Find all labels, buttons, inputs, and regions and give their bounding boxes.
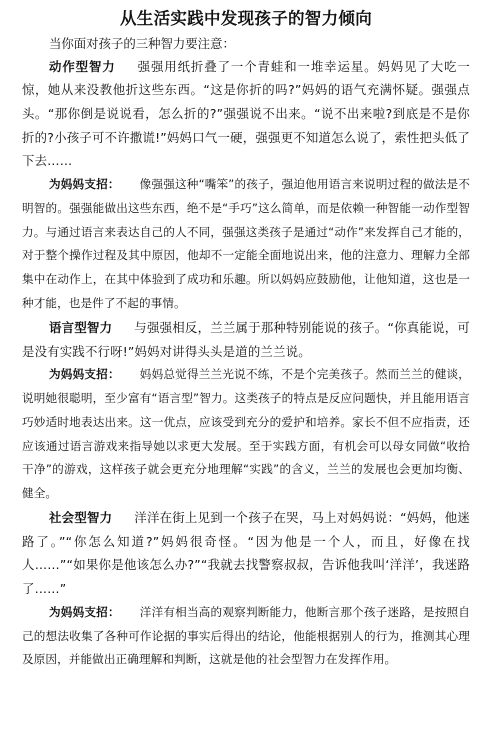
tip-body-language: 妈妈总觉得兰兰光说不练，不是个完美孩子。然而兰兰的健谈，说明她很聪明，至少富有“语言型”智力。这类孩子的特点是反应问题快，并且能用语言巧妙适时地表达出来。这一优点，应该受到充分的爱护和培养。家长不但不应指责，还应该通过语言游戏来指导她以求更大发展。至于实践方面，有机会可以母女同做“收拾干净”的游戏，这样孩子就会更充分地理解“实践”的含义，兰兰的发展也会更加均衡、健全。 <box>22 367 470 501</box>
section-body-social: 洋洋在街上见到一个孩子在哭，马上对妈妈说：“妈妈，他迷路了。”“你怎么知道?”妈妈很奇怪。“因为他是一个人，而且，好像在找人……”“如果你是他该怎么办?”“我就去找警察叔叔，告诉他我叫‘洋洋’，我迷路了……” <box>22 509 471 597</box>
section-heading-social: 社会型智力 <box>49 509 113 525</box>
tip-language-intelligence <box>22 363 470 506</box>
tip-body-action: 像强强这种“嘴笨”的孩子，强迫他用语言来说明过程的做法是不明智的。强强能做出这些东西，绝不是“手巧”这么简单，而是依赖一种智能一动作型智力。与通过语言来表达自己的人不同，强强这类孩子是通过“动作”来发挥自己才能的，对于整个操作过程及其中原因，他却不一定能全面地说出来，他的注意力、理解力全部集中在动作上，在其中体验到了成功和乐趣。所以妈妈应鼓励他，让他知道，这也是一种才能，也是件了不起的事情。 <box>22 177 470 310</box>
section-body-language: 与强强相反，兰兰属于那种特别能说的孩子。“你真能说，可是没有实践不行呀!”妈妈对讲得头头是道的兰兰说。 <box>22 319 471 359</box>
section-language-intelligence <box>22 316 470 363</box>
tip-action-intelligence <box>22 173 470 316</box>
tip-body-social: 洋洋有相当高的观察判断能力，他断言那个孩子迷路，是按照自己的想法收集了各种可作论据的事实后得出的结论，他能根据别人的行为，推测其心理及原因，并能做出正确理解和判断，这就是他的社会型智力在发挥作用。 <box>22 604 470 667</box>
section-heading-language: 语言型智力 <box>49 319 113 335</box>
page-title: 从生活实践中发现孩子的智力倾向 <box>120 9 372 28</box>
section-body-action: 强强用纸折叠了一个青蛙和一堆幸运星。妈妈见了大吃一惊，她从来没教他折这些东西。“这是你折的吗?”妈妈的语气充满怀疑。强强点头。“那你倒是说说看，怎么折的?”强强说不出来。“说不出来啦?到底是不是你折的?小孩子可不许撒谎!”妈妈口气一硬，强强更不知道怎么说了，索性把头低了下去…… <box>22 58 471 169</box>
section-social-intelligence <box>22 506 470 601</box>
tip-social-intelligence <box>22 601 470 672</box>
tip-heading-action: 为妈妈支招： <box>49 177 120 192</box>
section-heading-action: 动作型智力 <box>49 58 116 74</box>
section-action-intelligence <box>22 55 470 174</box>
tip-heading-social: 为妈妈支招： <box>49 604 120 619</box>
intro-text: 当你面对孩子的三种智力要注意： <box>49 36 235 51</box>
tip-heading-language: 为妈妈支招： <box>49 367 120 382</box>
